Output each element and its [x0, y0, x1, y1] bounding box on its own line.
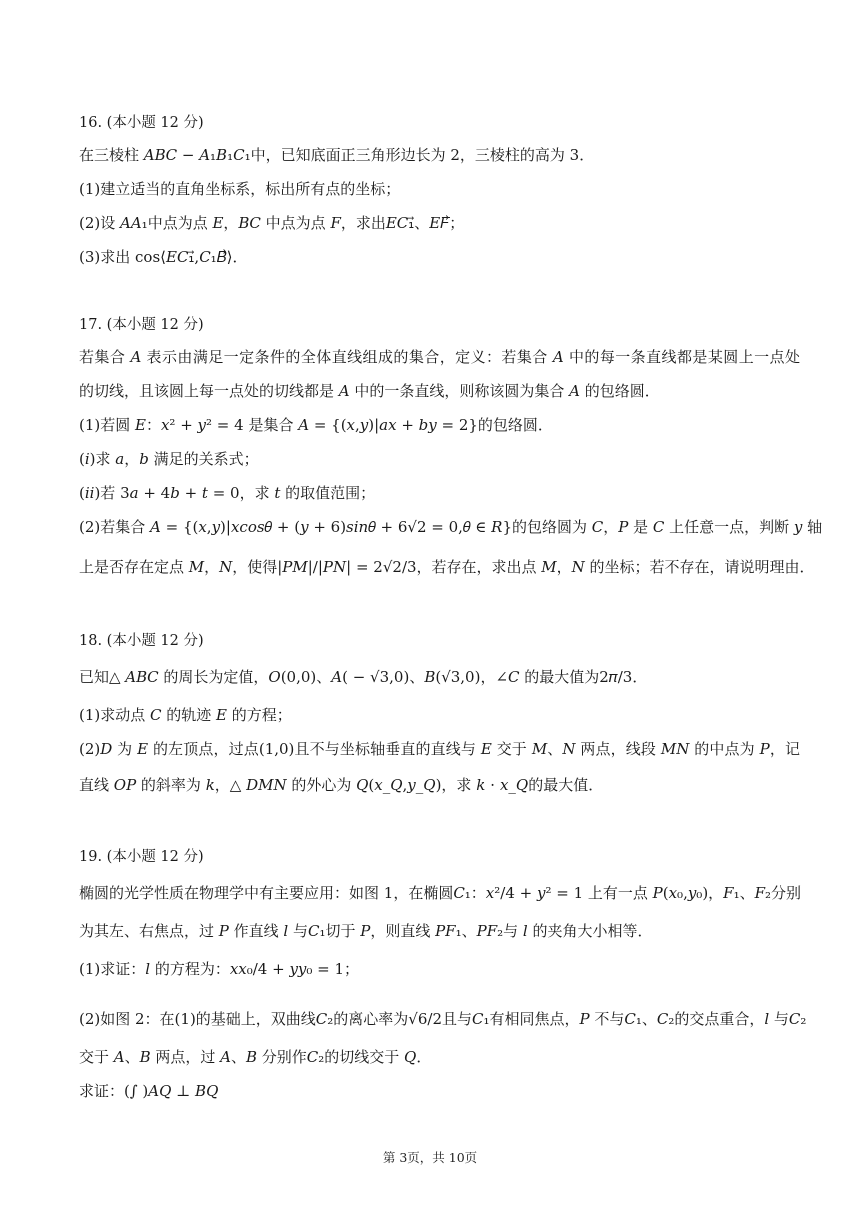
- question-17-line: (1)若圆 𝐸：𝑥² + 𝑦² = 4 是集合 𝐴 = {(𝑥,𝑦)|𝑎𝑥 + 𝑏𝑦 = 2}的包络圆．: [79, 416, 553, 434]
- question-19-header: 19. (本小题 12 分): [79, 849, 204, 865]
- question-19-line: 求证：(∫ )𝐴𝑄 ⊥ 𝐵𝑄: [79, 1082, 219, 1100]
- question-16-line: (2)设 𝐴𝐴₁中点为点 𝐸，𝐵𝐶 中点为点 𝐹，求出𝐸𝐶₁⃗、𝐸𝐹⃗；: [79, 214, 465, 232]
- question-17-line: (𝑖)求 𝑎，𝑏 满足的关系式；: [79, 450, 259, 468]
- question-17-line: (2)若集合 𝐴 = {(𝑥,𝑦)|𝑥𝑐𝑜𝑠𝜃 + (𝑦 + 6)𝑠𝑖𝑛𝜃 + 6√2 = 0,𝜃 ∈ 𝑅}的包络圆为 𝐶，𝑃 是 𝐶 上任意一点，判断 𝑦 轴: [79, 518, 823, 536]
- question-17-header: 17. (本小题 12 分): [79, 317, 204, 333]
- question-17-line: (𝑖𝑖)若 3𝑎 + 4𝑏 + 𝑡 = 0，求 𝑡 的取值范围；: [79, 484, 376, 502]
- question-16-header: 16. (本小题 12 分): [79, 115, 204, 131]
- question-17-line: 的切线，且该圆上每一点处的切线都是 𝐴 中的一条直线，则称该圆为集合 𝐴 的包络圆．: [79, 382, 660, 400]
- question-17-line: 上是否存在定点 𝑀，𝑁，使得|𝑃𝑀|/|𝑃𝑁| = 2√2/3，若存在，求出点 𝑀，𝑁 的坐标；若不存在，请说明理由．: [79, 558, 815, 576]
- question-18-line: 直线 𝑂𝑃 的斜率为 𝑘，△ 𝐷𝑀𝑁 的外心为 𝑄(𝑥_𝑄,𝑦_𝑄)，求 𝑘 ⋅ 𝑥_𝑄的最大值．: [79, 776, 604, 794]
- question-19-line: (2)如图 2：在(1)的基础上，双曲线𝐶₂的离心率为√6/2且与𝐶₁有相同焦点，𝑃 不与𝐶₁、𝐶₂的交点重合，𝑙 与𝐶₂: [79, 1010, 807, 1028]
- question-17-line: 若集合 𝐴 表示由满足一定条件的全体直线组成的集合，定义：若集合 𝐴 中的每一条直线都是某圆上一点处: [79, 348, 800, 366]
- question-18-header: 18. (本小题 12 分): [79, 633, 204, 649]
- question-18-line: (2)𝐷 为 𝐸 的左顶点，过点(1,0)且不与坐标轴垂直的直线与 𝐸 交于 𝑀、𝑁 两点，线段 𝑀𝑁 的中点为 𝑃，记: [79, 740, 800, 758]
- page-footer: 第 3页，共 10页: [382, 1150, 478, 1165]
- question-16-line: (1)建立适当的直角坐标系，标出所有点的坐标；: [79, 180, 401, 198]
- question-19-line: 为其左、右焦点，过 𝑃 作直线 𝑙 与𝐶₁切于 𝑃，则直线 𝑃𝐹₁、𝑃𝐹₂与 𝑙 的夹角大小相等．: [79, 922, 653, 940]
- question-19-line: (1)求证：𝑙 的方程为：𝑥𝑥₀/4 + 𝑦𝑦₀ = 1；: [79, 960, 360, 978]
- question-19-line: 椭圆的光学性质在物理学中有主要应用：如图 1，在椭圆𝐶₁：𝑥²/4 + 𝑦² = 1 上有一点 𝑃(𝑥₀,𝑦₀)，𝐹₁、𝐹₂分别: [79, 884, 802, 902]
- question-16-line: 在三棱柱 𝐴𝐵𝐶 − 𝐴₁𝐵₁𝐶₁中，已知底面正三角形边长为 2，三棱柱的高为 3．: [79, 146, 595, 164]
- question-16-line: (3)求出 cos⟨𝐸𝐶₁⃗,𝐶₁𝐵⃗⟩．: [79, 248, 248, 266]
- question-18-line: 已知△ 𝐴𝐵𝐶 的周长为定值，𝑂(0,0)、𝐴( − √3,0)、𝐵(√3,0)，∠𝐶 的最大值为2𝜋/3．: [79, 668, 648, 686]
- question-18-line: (1)求动点 𝐶 的轨迹 𝐸 的方程；: [79, 706, 292, 724]
- question-19-line: 交于 𝐴、𝐵 两点，过 𝐴、𝐵 分别作𝐶₂的切线交于 𝑄．: [79, 1048, 432, 1066]
